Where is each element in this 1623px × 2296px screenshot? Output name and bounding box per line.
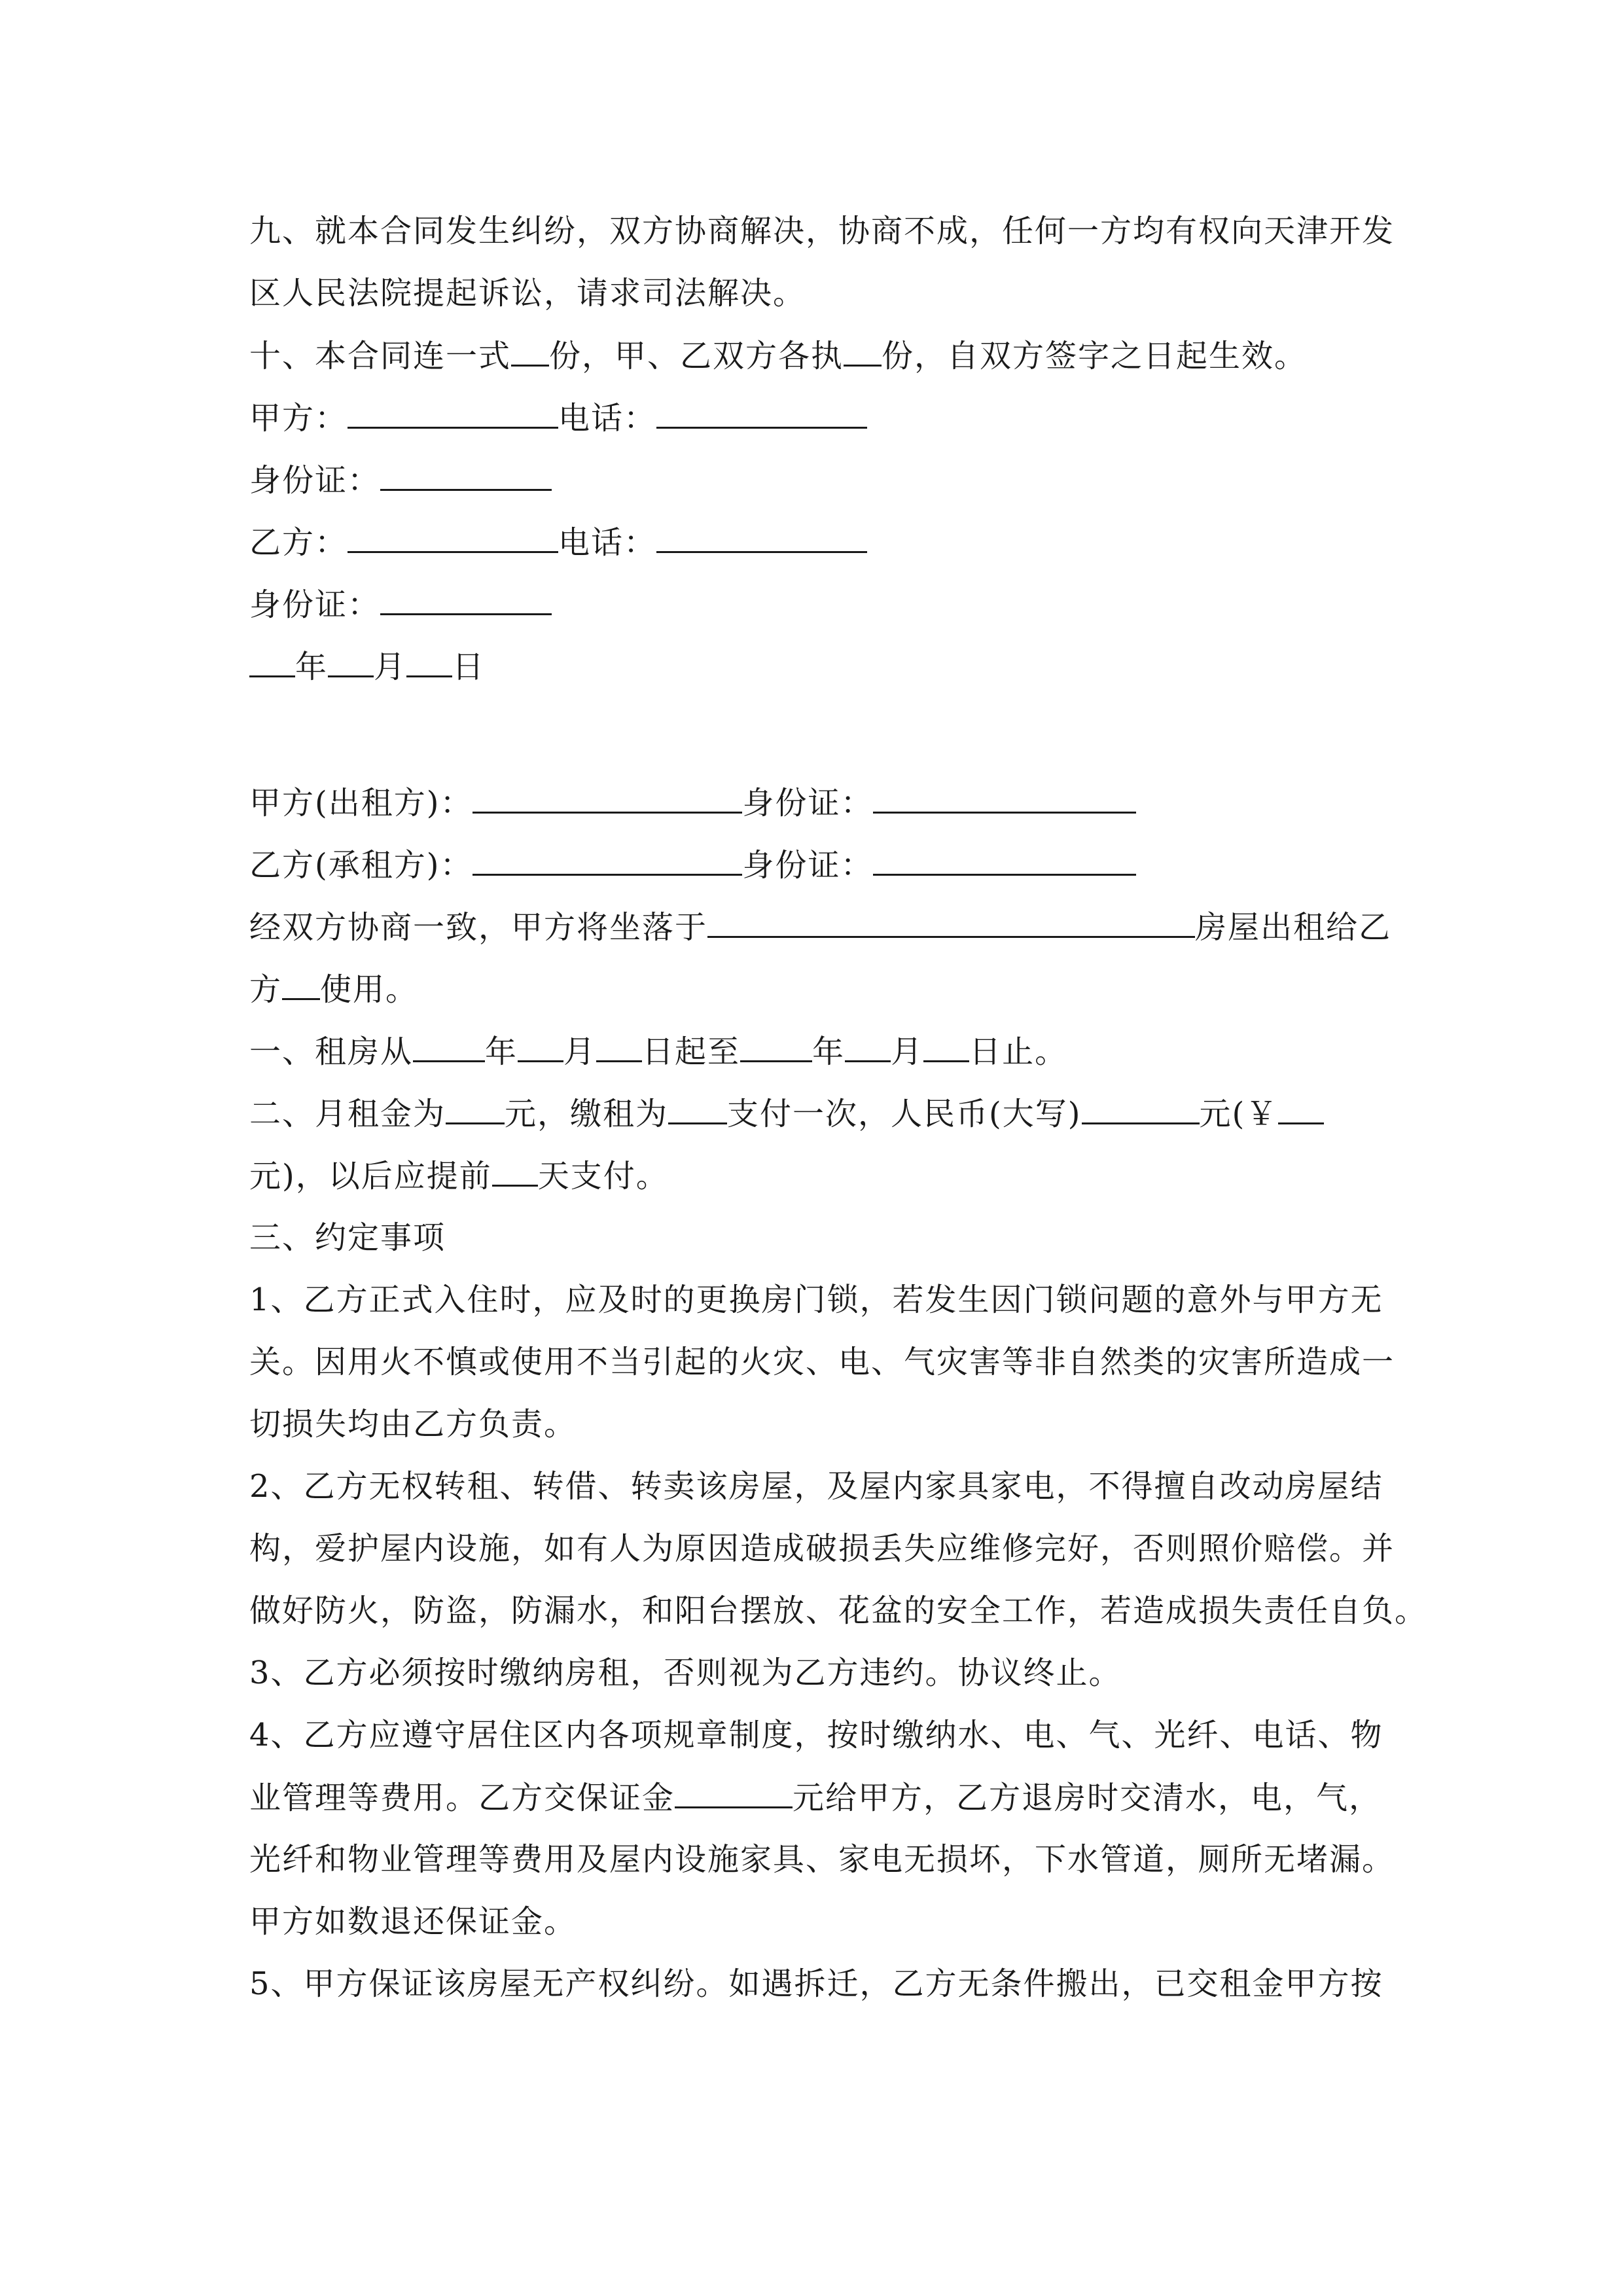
sign-month-blank[interactable] [328, 647, 374, 677]
property-address-blank[interactable] [707, 907, 1195, 938]
sign-date-row: 年 月 日 [249, 647, 485, 687]
party-b-phone-blank[interactable] [656, 522, 867, 553]
term-3: 3、乙方必须按时缴纳房租，否则视为乙方违约。协议终止。 [249, 1655, 1122, 1691]
payment-period-blank[interactable] [668, 1094, 727, 1124]
party-a-id-blank[interactable] [380, 460, 552, 491]
term-4-line-4: 甲方如数退还保证金。 [249, 1903, 577, 1940]
sign-party-b-row: 乙方： 电话： [249, 522, 867, 562]
rent-row-1: 二、月租金为 元，缴租为 支付一次，人民币(大写) 元(￥ [249, 1094, 1324, 1134]
lessor-row: 甲方(出租方)： 身份证： [249, 783, 1136, 823]
advance-days-blank[interactable] [492, 1156, 538, 1187]
clause-9-line-2: 区人民法院提起诉讼，请求司法解决。 [249, 275, 806, 312]
lessee-name-blank[interactable] [473, 845, 742, 876]
clause-9-line-1: 九、就本合同发生纠纷，双方协商解决，协商不成，任何一方均有权向天津开发 [249, 213, 1395, 249]
intro-line-1: 经双方协商一致，甲方将坐落于 房屋出租给乙 [249, 907, 1391, 947]
party-b-name-blank[interactable] [348, 522, 558, 553]
lease-term-row: 一、租房从 年 月 日起至 年 月 日止。 [249, 1031, 1067, 1071]
end-month-blank[interactable] [845, 1031, 891, 1062]
term-1-line-1: 1、乙方正式入住时，应及时的更换房门锁，若发生因门锁问题的意外与甲方无 [249, 1282, 1383, 1318]
lessee-id-blank[interactable] [873, 845, 1136, 876]
end-year-blank[interactable] [740, 1031, 812, 1062]
party-a-name-blank[interactable] [348, 398, 558, 429]
end-day-blank[interactable] [923, 1031, 969, 1062]
copies-total-blank[interactable] [511, 336, 549, 367]
lessee-row: 乙方(承租方)： 身份证： [249, 845, 1136, 885]
clause-10: 十、本合同连一式 份，甲、乙双方各执 份，自双方签字之日起生效。 [249, 336, 1307, 376]
term-1-line-3: 切损失均由乙方负责。 [249, 1406, 577, 1443]
term-2-line-3: 做好防火，防盗，防漏水，和阳台摆放、花盆的安全工作，若造成损失责任自负。 [249, 1592, 1428, 1629]
lessor-name-blank[interactable] [473, 783, 742, 814]
rent-row-2: 元)，以后应提前 天支付。 [249, 1156, 669, 1196]
party-b-id-blank[interactable] [380, 584, 552, 615]
deposit-amount-blank[interactable] [675, 1778, 793, 1808]
rent-amount-blank[interactable] [1278, 1094, 1324, 1124]
start-year-blank[interactable] [413, 1031, 485, 1062]
term-2-line-1: 2、乙方无权转租、转借、转卖该房屋，及屋内家具家电，不得擅自改动房屋结 [249, 1468, 1383, 1505]
sign-day-blank[interactable] [406, 647, 452, 677]
term-2-line-2: 构，爱护屋内设施，如有人为原因造成破损丢失应维修完好，否则照价赔偿。并 [249, 1530, 1395, 1567]
term-4-line-1: 4、乙方应遵守居住区内各项规章制度，按时缴纳水、电、气、光纤、电话、物 [249, 1717, 1383, 1753]
monthly-rent-blank[interactable] [446, 1094, 505, 1124]
term-4-line-2: 业管理等费用。乙方交保证金 元给甲方，乙方退房时交清水，电，气， [249, 1778, 1382, 1818]
party-a-phone-blank[interactable] [656, 398, 867, 429]
term-4-line-3: 光纤和物业管理等费用及屋内设施家具、家电无损坏，下水管道，厕所无堵漏。 [249, 1841, 1395, 1878]
term-5-line-1: 5、甲方保证该房屋无产权纠纷。如遇拆迁，乙方无条件搬出，已交租金甲方按 [249, 1965, 1383, 2002]
start-day-blank[interactable] [596, 1031, 642, 1062]
term-1-line-2: 关。因用火不慎或使用不当引起的火灾、电、气灾害等非自然类的灾害所造成一 [249, 1344, 1395, 1380]
sign-year-blank[interactable] [249, 647, 295, 677]
terms-heading: 三、约定事项 [249, 1219, 446, 1256]
sign-party-a-row: 甲方： 电话： [249, 398, 867, 438]
start-month-blank[interactable] [518, 1031, 563, 1062]
sign-party-a-id-row: 身份证： [249, 460, 552, 500]
lessor-id-blank[interactable] [873, 783, 1136, 814]
rent-uppercase-blank[interactable] [1082, 1094, 1200, 1124]
copies-each-blank[interactable] [844, 336, 882, 367]
intro-line-2: 方 使用。 [249, 969, 418, 1009]
sign-party-b-id-row: 身份证： [249, 584, 552, 624]
use-purpose-blank[interactable] [282, 969, 320, 1000]
